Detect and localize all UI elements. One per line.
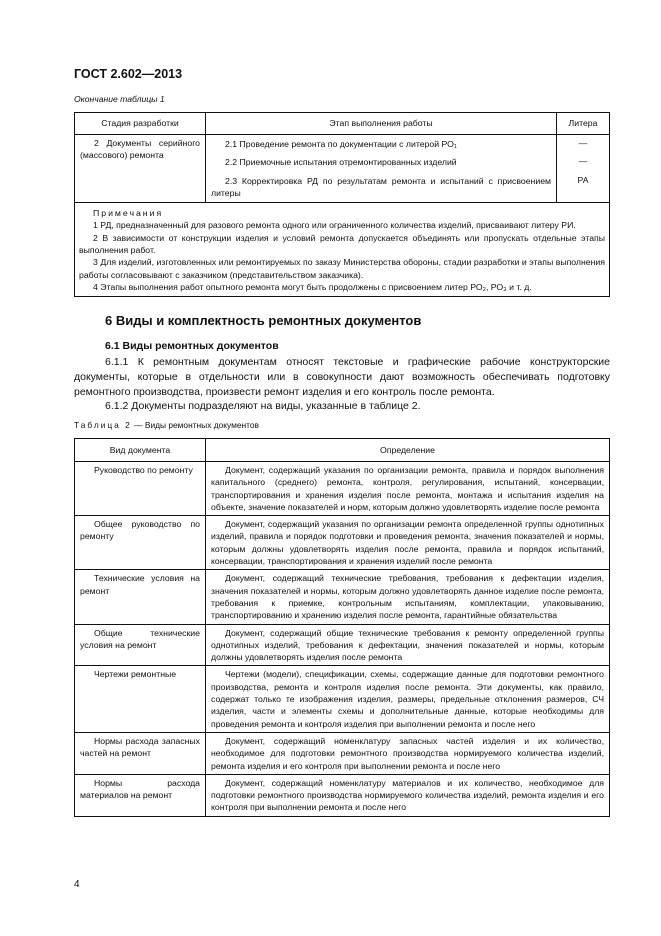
document-kind-cell: Общее руководство по ремонту (75, 516, 206, 570)
definition-cell: Чертежи (модели), спецификации, схемы, содержащие данные для подготовки ремонтного производства, ремонта и контроля изделия после ремонта. Эти документы, как правило, содержат только те изображения изделия, размеры, предельные отклонения размеров, СЧ изделия, части и элементы схемы и дополнительные данные, которые необходимы для проведения ремонта и контроля изделия при выполнении ремонта и после него (206, 666, 610, 732)
definition-cell: Документ, содержащий общие технические требования к ремонту определенной группы однотипных изделий, требования к дефектации, значения показателей и нормы, которым должны удовлетворять изделия после ремонта (206, 624, 610, 666)
table1-caption: Окончание таблицы 1 (74, 94, 165, 104)
step-cell: 2.2 Приемочные испытания отремонтированных изделий (206, 153, 557, 171)
table2-caption-text: — Виды ремонтных документов (131, 420, 259, 430)
table-row (75, 666, 610, 732)
table-row (75, 774, 610, 816)
stage-cell: 2 Документы серийного (массового) ремонта (75, 135, 206, 203)
litera-cell: — (557, 153, 610, 171)
notes-title: Примечания (93, 208, 164, 219)
litera-cell: — (557, 135, 610, 154)
header-cell: Определение (206, 439, 610, 462)
step-cell: 2.1 Проведение ремонта по документации с литерой РО₁ (206, 135, 557, 154)
section-body (74, 355, 610, 414)
table-header-row (75, 113, 610, 135)
note: 1 РД, предназначенный для разового ремонта одного или ограниченного количества изделий, присваивают литеру РИ. (93, 220, 576, 231)
table2-caption (74, 420, 259, 430)
definition-cell: Документ, содержащий номенклатуру запасных частей изделия и их количество, необходимое для подготовки ремонтного производства нормируемого количества изделий, ремонта изделия и его контроля при выполнении ремонта и после него (206, 732, 610, 774)
table-row (75, 624, 610, 666)
notes-row (75, 203, 610, 297)
section-title: 6 Виды и комплектность ремонтных документов (105, 313, 422, 328)
table-row (75, 516, 610, 570)
header-cell: Вид документа (75, 439, 206, 462)
document-kind-cell: Руководство по ремонту (75, 462, 206, 516)
document-kind-cell: Технические условия на ремонт (75, 570, 206, 624)
table-2 (74, 438, 610, 817)
header-cell: Стадия разработки (75, 113, 206, 135)
document-kind-cell: Чертежи ремонтные (75, 666, 206, 732)
table-row (75, 732, 610, 774)
step-cell: 2.3 Корректировка РД по результатам ремонта и испытаний с присвоением литеры (206, 172, 557, 203)
definition-cell: Документ, содержащий номенклатуру материалов и их количество, необходимое для подготовки ремонтного производства нормируемого количества изделий, ремонта изделия и его контроля при выполнении ремонта и после него (206, 774, 610, 816)
table-header-row (75, 439, 610, 462)
table-row (75, 570, 610, 624)
document-kind-cell: Нормы расхода запасных частей на ремонт (75, 732, 206, 774)
document-kind-cell: Общие технические условия на ремонт (75, 624, 206, 666)
paragraph: 6.1.1 К ремонтным документам относят текстовые и графические рабочие конструкторские документы, которые в отдельности или в совокупности дают возможность обеспечивать подготовку ремонтного производства, произвести ремонт изделия и его контроль после ремонта. (74, 356, 610, 398)
document-kind-cell: Нормы расхода материалов на ремонт (75, 774, 206, 816)
litera-cell: РА (557, 172, 610, 203)
table-row (75, 135, 610, 154)
definition-cell: Документ, содержащий технические требования, требования к дефектации изделия, значения показателей и нормы, которым должно удовлетворять данное изделие после ремонта, требования к приемке, контрольным испытаниям, комплектации, упаковыванию, транспортированию и хранению изделия после ремонта, гарантийные обязательства (206, 570, 610, 624)
note: 2 В зависимости от конструкции изделия и условий ремонта допускается объединять или пропускать отдельные этапы выполнения работ. (79, 232, 605, 256)
table-1 (74, 112, 610, 297)
standard-header: ГОСТ 2.602—2013 (74, 67, 183, 81)
note: 3 Для изделий, изготовленных или ремонтируемых по заказу Министерства обороны, стадии разработки и этапы выполнения работы согласовывают с заказчиком (представительством заказчика). (79, 257, 605, 280)
header-cell: Этап выполнения работы (206, 113, 557, 135)
table2-caption-label: Таблица 2 (74, 420, 132, 430)
notes-cell (75, 203, 610, 297)
table-row (75, 462, 610, 516)
paragraph: 6.1.2 Документы подразделяют на виды, указанные в таблице 2. (105, 400, 421, 413)
subsection-title: 6.1 Виды ремонтных документов (105, 340, 279, 352)
definition-cell: Документ, содержащий указания по организации ремонта определенной группы однотипных изделий, правила и порядок подготовки и проведения ремонта, значения показателей и нормы, которым должны удовлетворять изделия после ремонта, правила и порядок испытаний, консервации, транспортирования и хранения изделий после ремонта (206, 516, 610, 570)
header-cell: Литера (557, 113, 610, 135)
page-number: 4 (74, 879, 80, 890)
definition-cell: Документ, содержащий указания по организации ремонта, правила и порядок выполнения капитального (среднего) ремонта, контроля, регулирования, испытаний, консервации, транспортирования и хранения изделия после ремонта, монтажа и испытания изделия на объекте, значение показателей и норм, которым должно удовлетворять изделие после ремонта (206, 462, 610, 516)
note: 4 Этапы выполнения работ опытного ремонта могут быть продолжены с присвоением литер РО₂, РО₃ и т. д. (93, 281, 532, 292)
